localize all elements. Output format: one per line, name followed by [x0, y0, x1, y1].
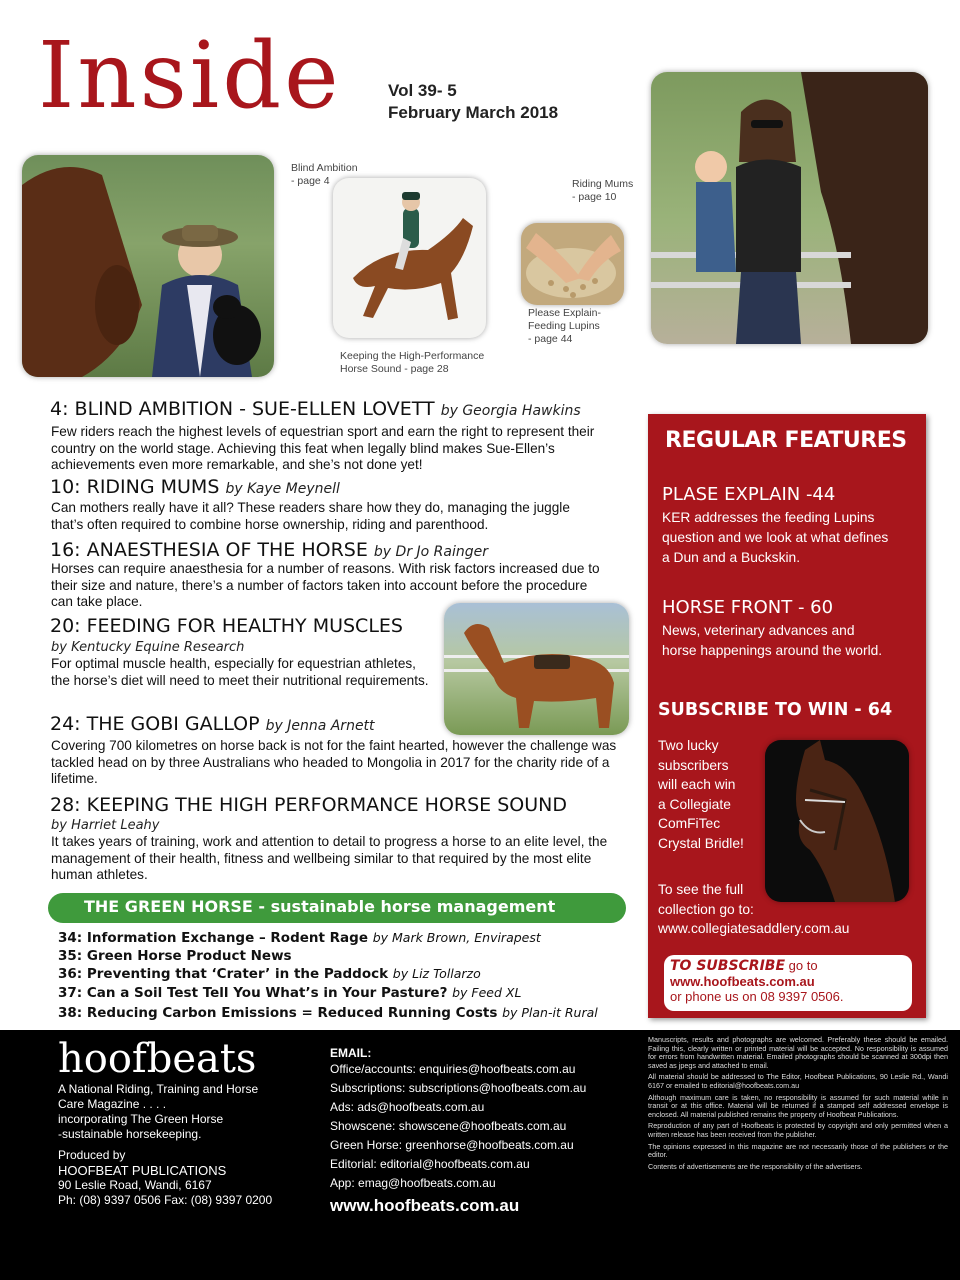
text-line: question and we look at what defines	[662, 530, 889, 545]
text-line: Produced by	[58, 1148, 126, 1162]
article-summary-24: Covering 700 kilometres on horse back is not for the faint hearted, however the challenge was tackled head on by three Australians who headed to Mongolia in 2017 for the charity ride of a lifetime.	[51, 738, 617, 786]
text-line: 90 Leslie Road, Wandi, 6167	[58, 1178, 212, 1192]
text-line: collection go to:	[658, 901, 754, 917]
text-line: A National Riding, Training and Horse	[58, 1082, 259, 1096]
article-summary-4: Few riders reach the highest levels of equestrian sport and earn the right to represent their country on the world stage. Achieving this feat when legally blind makes Sue-Ellen’s achievements even more remarkable, and she’s not done yet!	[51, 424, 595, 472]
caption-line: Blind Ambition	[291, 162, 358, 174]
article-byline: by Jenna Arnett	[265, 718, 375, 734]
subscribe-goto: go to	[785, 958, 818, 973]
caption-feeding-lupins	[528, 307, 601, 346]
photo-bridle-horse	[765, 740, 909, 902]
photo-illustration	[651, 72, 928, 344]
photo-riding-mums	[651, 72, 928, 344]
photo-illustration	[22, 155, 274, 377]
email-list	[330, 1060, 586, 1193]
collection-link[interactable]: www.collegiatesaddlery.com.au	[658, 921, 850, 936]
email-heading: EMAIL:	[330, 1046, 372, 1060]
photo-feeding-lupins	[521, 223, 624, 305]
article-byline-28: by Harriet Leahy	[51, 818, 160, 833]
email-showscene[interactable]: Showscene: showscene@hoofbeats.com.au	[330, 1119, 567, 1133]
subscribe-phone: or phone us on 08 9397 0506.	[670, 989, 844, 1004]
fine-print-paragraph: Reproduction of any part of Hoofbeats is protected by copyright and only permitted when a written release has been received from the publisher.	[648, 1121, 948, 1139]
green-horse-item-title[interactable]: 34: Information Exchange – Rodent Rage	[58, 930, 368, 946]
green-horse-item-byline: by Mark Brown, Envirapest	[372, 930, 541, 945]
caption-line: Riding Mums	[572, 178, 634, 190]
fine-print-paragraph: Contents of advertisements are the responsibility of the advertisers.	[648, 1161, 863, 1171]
text-line: Care Magazine . . . .	[58, 1097, 167, 1111]
text-line: a Dun and a Buckskin.	[662, 550, 801, 565]
text-line: a Collegiate	[658, 796, 731, 812]
article-title-text[interactable]: 4: BLIND AMBITION - SUE-ELLEN LOVETT	[50, 398, 435, 420]
email-editorial[interactable]: Editorial: editorial@hoofbeats.com.au	[330, 1157, 530, 1171]
volume: Vol 39- 5	[388, 81, 457, 100]
photo-illustration	[521, 223, 624, 305]
green-horse-item[interactable]	[58, 985, 521, 1001]
caption-line: - page 44	[528, 333, 573, 345]
caption-line: - page 4	[291, 175, 330, 187]
article-title-text[interactable]: 10: RIDING MUMS	[50, 476, 220, 498]
text-line: Crystal Bridle!	[658, 835, 744, 851]
collection-text	[658, 880, 849, 939]
article-title-24[interactable]	[50, 713, 375, 735]
green-horse-item-byline: by Feed XL	[452, 985, 522, 1000]
article-summary-28: It takes years of training, work and attention to detail to progress a horse to an elite level, the management of their health, fitness and wellbeing similar to that required by the most elite human athletes.	[51, 834, 608, 882]
feature-subscribe-win-text	[658, 736, 744, 853]
text-line: incorporating The Green Horse	[58, 1112, 224, 1126]
text-line: -sustainable horsekeeping.	[58, 1127, 202, 1141]
caption-line: Feeding Lupins	[528, 320, 600, 332]
green-horse-item[interactable]	[58, 948, 292, 964]
text-line: subscribers	[658, 757, 729, 773]
footer-publisher	[58, 1148, 272, 1208]
caption-line: - page 10	[572, 191, 617, 203]
email-app[interactable]: App: emag@hoofbeats.com.au	[330, 1176, 496, 1190]
green-horse-item[interactable]	[58, 966, 481, 982]
green-horse-item-byline: by Plan-it Rural	[502, 1005, 598, 1020]
article-byline: by Dr Jo Rainger	[373, 544, 488, 560]
article-title-28[interactable]	[50, 794, 567, 816]
issue-info	[388, 80, 558, 124]
green-horse-item-title[interactable]: 38: Reducing Carbon Emissions = Reduced Running Costs	[58, 1005, 498, 1021]
article-byline: by Georgia Hawkins	[440, 403, 581, 419]
article-title-20[interactable]	[50, 615, 403, 637]
subscribe-label: TO SUBSCRIBE	[670, 958, 786, 974]
photo-blind-ambition	[333, 178, 486, 338]
footer-website[interactable]: www.hoofbeats.com.au	[330, 1196, 520, 1215]
article-byline-20: by Kentucky Equine Research	[51, 640, 245, 655]
caption-riding-mums	[572, 178, 633, 204]
email-ads[interactable]: Ads: ads@hoofbeats.com.au	[330, 1100, 485, 1114]
article-summary-10: Can mothers really have it all? These readers share how they do, managing the juggle that’s often required to combine horse ownership, riding and parenthood.	[51, 500, 570, 532]
feature-plase-explain-heading[interactable]: PLASE EXPLAIN -44	[662, 484, 836, 505]
photo-illustration	[333, 178, 486, 338]
fine-print-paragraph: Although maximum care is taken, no responsibility is assumed for such material while in transit or at this office. Material will be returned if a stamped self addressed envelope is enclosed. All material published remains the property of Hoofbeat Publications.	[648, 1092, 948, 1119]
green-horse-item[interactable]	[58, 1005, 598, 1021]
email-subscriptions[interactable]: Subscriptions: subscriptions@hoofbeats.com.au	[330, 1081, 587, 1095]
caption-line: Horse Sound - page 28	[340, 363, 449, 375]
feature-horse-front-text	[662, 621, 882, 661]
article-title-text[interactable]: 16: ANAESTHESIA OF THE HORSE	[50, 539, 368, 561]
issue-date: February March 2018	[388, 103, 559, 122]
green-horse-item[interactable]	[58, 930, 541, 946]
article-title-16[interactable]	[50, 539, 488, 561]
photo-illustration	[765, 740, 909, 902]
subscribe-url[interactable]: www.hoofbeats.com.au	[670, 974, 815, 989]
photo-healthy-muscles-horse	[444, 603, 629, 735]
text-line: will each win	[658, 777, 736, 792]
article-title-text[interactable]: 28: KEEPING THE HIGH PERFORMANCE HORSE SOUND	[50, 794, 567, 816]
text-line: To see the full	[658, 882, 744, 897]
article-title-text[interactable]: 24: THE GOBI GALLOP	[50, 713, 260, 735]
fine-print-paragraph: The opinions expressed in this magazine are not necessarily those of the publishers or the editor.	[648, 1141, 948, 1160]
text-line: ComFiTec	[658, 816, 721, 831]
publisher-name: HOOFBEAT PUBLICATIONS	[58, 1163, 227, 1178]
regular-features-title: REGULAR FEATURES	[665, 428, 907, 453]
email-green-horse[interactable]: Green Horse: greenhorse@hoofbeats.com.au	[330, 1138, 574, 1152]
subscribe-info	[670, 958, 843, 1004]
article-title-4[interactable]	[50, 398, 581, 420]
caption-keeping-horse-sound	[340, 350, 484, 376]
article-title-10[interactable]	[50, 476, 340, 498]
masthead: Inside	[38, 22, 342, 129]
fine-print-paragraph: All material should be addressed to The Editor, Hoofbeat Publications, 90 Leslie Rd., Wandi 6167 or emailed to editorial@hoofbeats.com.au	[648, 1072, 948, 1090]
caption-line: Please Explain-	[528, 307, 601, 319]
feature-plase-explain-text	[662, 508, 888, 568]
green-horse-item-byline: by Liz Tollarzo	[392, 966, 481, 981]
footer-logo: hoofbeats	[58, 1036, 257, 1082]
text-line: horse happenings around the world.	[662, 643, 883, 658]
caption-blind-ambition	[291, 162, 358, 188]
feature-horse-front-heading[interactable]: HORSE FRONT - 60	[662, 597, 834, 618]
email-office[interactable]: Office/accounts: enquiries@hoofbeats.com.au	[330, 1062, 576, 1076]
article-summary-20: For optimal muscle health, especially for equestrian athletes, the horse’s diet will need to meet their nutritional requirements.	[51, 656, 429, 688]
green-horse-banner-text: THE GREEN HORSE - sustainable horse management	[84, 897, 556, 916]
green-horse-item-title[interactable]: 37: Can a Soil Test Tell You What’s in Your Pasture?	[58, 985, 448, 1001]
article-title-text[interactable]: 20: FEEDING FOR HEALTHY MUSCLES	[50, 615, 403, 637]
text-line: News, veterinary advances and	[662, 623, 855, 638]
photo-sue-ellen-horse-dog	[22, 155, 274, 377]
green-horse-item-title[interactable]: 36: Preventing that ‘Crater’ in the Paddock	[58, 966, 389, 982]
photo-illustration	[444, 603, 629, 735]
text-line: KER addresses the feeding Lupins	[662, 510, 875, 525]
footer-about	[58, 1082, 258, 1142]
caption-line: Keeping the High-Performance	[340, 350, 485, 362]
article-byline: by Kaye Meynell	[225, 481, 340, 497]
green-horse-item-title[interactable]: 35: Green Horse Product News	[58, 948, 292, 964]
article-summary-16: Horses can require anaesthesia for a number of reasons. With risk factors increased due to their size and nature, there’s a number of factors taken into account before the procedure can take place.	[51, 561, 600, 609]
text-line: Two lucky	[658, 738, 719, 753]
feature-subscribe-win-heading[interactable]: SUBSCRIBE TO WIN - 64	[658, 700, 893, 720]
text-line: Ph: (08) 9397 0506 Fax: (08) 9397 0200	[58, 1193, 273, 1207]
fine-print-paragraph: Manuscripts, results and photographs are welcomed. Preferably these should be emailed. Failing this, clearly written or printed material will be accepted. No responsibility is assumed for errors from handwritten material. Emailed photographs should be scanned at 300dpi then saved as jpegs and attached to email.	[648, 1035, 948, 1070]
footer-fine-print	[648, 1036, 948, 1174]
